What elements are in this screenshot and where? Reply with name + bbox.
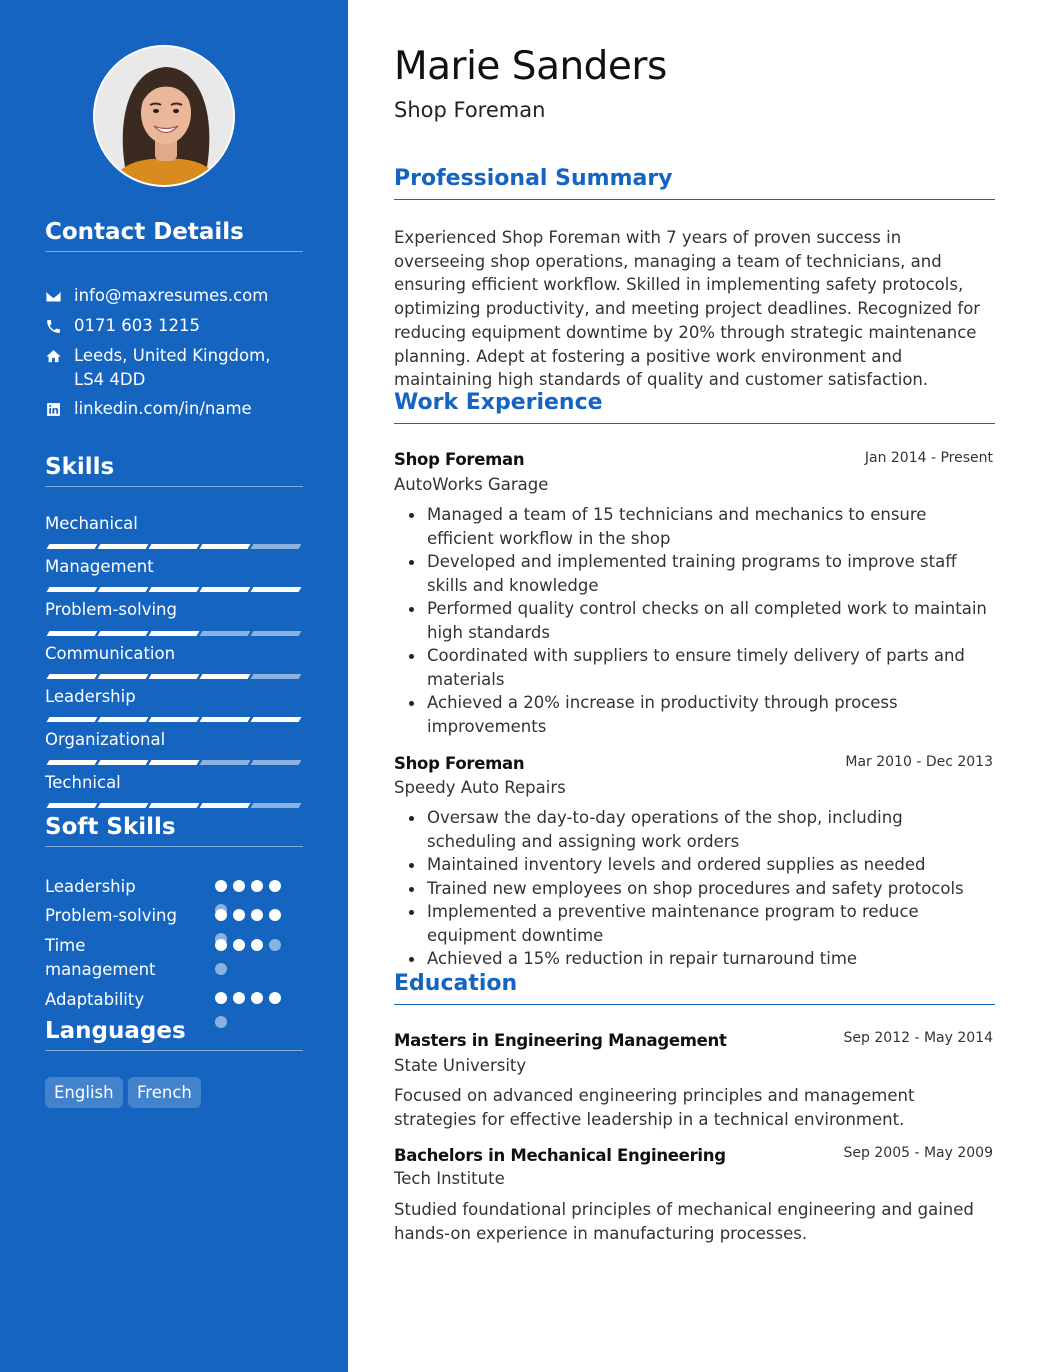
skill-level-segment xyxy=(149,674,200,679)
list-item: Achieved a 15% reduction in repair turnaround time xyxy=(394,947,995,971)
list-item: Managed a team of 15 technicians and mechanics to ensure efficient workflow in the shop xyxy=(394,503,995,550)
rating-dot xyxy=(215,963,227,975)
education-description: Studied foundational principles of mechanical engineering and gained hands-on experience in manufacturing processes. xyxy=(394,1200,974,1243)
rating-dot xyxy=(215,880,227,892)
job-position: Shop Foreman xyxy=(394,450,525,469)
summary-text: Experienced Shop Foreman with 7 years of proven success in overseeing shop operations, managing a team of technicians, and ensuring efficient workflow. Skilled in implementing safety protocols, optimizing productivity, and meeting project deadlines. Recognized for reducing equipment downtime by 20% through strategic maintenance planning. Adept at fostering a positive work environment and maintaining high standards of quality and customer satisfaction. xyxy=(394,228,981,390)
job-dates: Jan 2014 - Present xyxy=(864,450,993,466)
skill-level-segment xyxy=(98,587,149,592)
skill-level-segment xyxy=(98,717,149,722)
skill-level-segment xyxy=(98,544,149,549)
skill-level-segment xyxy=(149,717,200,722)
contact-email[interactable] xyxy=(45,284,303,308)
contact-linkedin[interactable] xyxy=(45,397,303,421)
rating-dot xyxy=(251,909,263,921)
soft-skill-name: Adaptability xyxy=(45,990,145,1009)
skill-level-bar xyxy=(45,717,303,722)
job-bullets xyxy=(394,503,995,738)
soft-skills-heading: Soft Skills xyxy=(45,814,303,847)
skill-name: Management xyxy=(45,557,154,576)
skill-level-segment xyxy=(149,544,200,549)
job-position: Shop Foreman xyxy=(394,754,525,773)
skill-level-segment xyxy=(47,717,98,722)
list-item: Performed quality control checks on all completed work to maintain high standards xyxy=(394,597,995,644)
skill-level-segment xyxy=(149,587,200,592)
phone-icon xyxy=(45,314,74,338)
linkedin-icon xyxy=(45,397,74,421)
contact-email-text: info@maxresumes.com xyxy=(74,286,269,305)
skill-name: Communication xyxy=(45,644,176,663)
skill-level-segment xyxy=(251,803,302,808)
school-name: State University xyxy=(394,1056,527,1075)
skill-level-segment xyxy=(149,631,200,636)
rating-dot xyxy=(215,909,227,921)
skill-level-segment xyxy=(251,674,302,679)
rating-dot xyxy=(269,909,281,921)
skill-name: Organizational xyxy=(45,730,166,749)
job-company: AutoWorks Garage xyxy=(394,475,549,494)
list-item: Developed and implemented training programs to improve staff skills and knowledge xyxy=(394,550,995,597)
job-dates: Mar 2010 - Dec 2013 xyxy=(845,754,993,770)
profile-photo-image xyxy=(95,47,235,187)
languages-heading: Languages xyxy=(45,1018,303,1051)
skill-level-segment xyxy=(47,760,98,765)
education-dates: Sep 2005 - May 2009 xyxy=(843,1145,993,1161)
skill-level-segment xyxy=(149,760,200,765)
rating-dot xyxy=(269,939,281,951)
rating-dot xyxy=(269,880,281,892)
skill-level-bar xyxy=(45,631,303,636)
skill-level-segment xyxy=(251,587,302,592)
rating-dot xyxy=(233,880,245,892)
sidebar xyxy=(0,0,348,1372)
language-tag: French xyxy=(128,1077,201,1108)
education-dates: Sep 2012 - May 2014 xyxy=(843,1030,993,1046)
education-heading: Education xyxy=(394,971,995,1005)
contact-phone-text: 0171 603 1215 xyxy=(74,316,200,335)
envelope-icon xyxy=(45,284,74,308)
list-item: Achieved a 20% increase in productivity through process improvements xyxy=(394,691,995,738)
language-tag: English xyxy=(45,1077,123,1108)
skill-level-segment xyxy=(98,760,149,765)
skill-level-segment xyxy=(47,674,98,679)
skill-level-segment xyxy=(47,631,98,636)
job-title: Shop Foreman xyxy=(394,98,546,122)
skill-name: Mechanical xyxy=(45,514,138,533)
contact-linkedin-text: linkedin.com/in/name xyxy=(74,399,252,418)
contact-phone[interactable] xyxy=(45,314,303,338)
school-name: Tech Institute xyxy=(394,1169,505,1188)
rating-dot xyxy=(215,939,227,951)
job-bullets xyxy=(394,806,995,971)
skill-level-segment xyxy=(200,587,251,592)
skill-name: Problem-solving xyxy=(45,600,177,619)
skill-level-segment xyxy=(251,631,302,636)
rating-dot xyxy=(251,939,263,951)
skill-level-bar xyxy=(45,587,303,592)
experience-heading: Work Experience xyxy=(394,390,995,424)
skill-level-segment xyxy=(200,760,251,765)
soft-skill-name: Time management xyxy=(45,936,156,979)
soft-skill-name: Leadership xyxy=(45,877,136,896)
skill-level-segment xyxy=(98,674,149,679)
skill-name: Leadership xyxy=(45,687,136,706)
skill-level-segment xyxy=(47,587,98,592)
skills-heading: Skills xyxy=(45,454,303,487)
skill-level-segment xyxy=(251,760,302,765)
skill-level-segment xyxy=(251,717,302,722)
skill-level-segment xyxy=(200,544,251,549)
list-item: Oversaw the day-to-day operations of the shop, including scheduling and assigning work orders xyxy=(394,806,995,853)
skill-level-segment xyxy=(98,803,149,808)
skill-level-bar xyxy=(45,760,303,765)
contact-heading: Contact Details xyxy=(45,219,303,252)
skill-level-segment xyxy=(98,631,149,636)
contact-address-text: Leeds, United Kingdom, LS4 4DD xyxy=(74,346,271,389)
skill-level-bar xyxy=(45,674,303,679)
summary-heading: Professional Summary xyxy=(394,166,995,200)
skill-level-segment xyxy=(251,544,302,549)
skill-level-bar xyxy=(45,544,303,549)
skill-name: Technical xyxy=(45,773,121,792)
rating-dot xyxy=(251,880,263,892)
profile-photo xyxy=(93,45,235,187)
education-description: Focused on advanced engineering principles and management strategies for effective leadership in a technical environment. xyxy=(394,1086,915,1129)
home-icon xyxy=(45,344,74,368)
list-item: Coordinated with suppliers to ensure timely delivery of parts and materials xyxy=(394,644,995,691)
skill-level-bar xyxy=(45,803,303,808)
skill-level-segment xyxy=(200,631,251,636)
skill-level-segment xyxy=(200,717,251,722)
soft-skill-name: Problem-solving xyxy=(45,906,177,925)
rating-dot xyxy=(233,909,245,921)
skill-level-segment xyxy=(149,803,200,808)
skill-level-segment xyxy=(200,674,251,679)
list-item: Implemented a preventive maintenance program to reduce equipment downtime xyxy=(394,900,995,947)
rating-dot xyxy=(233,992,245,1004)
soft-skill-dots xyxy=(215,939,295,999)
candidate-name: Marie Sanders xyxy=(394,44,667,89)
job-company: Speedy Auto Repairs xyxy=(394,778,566,797)
rating-dot xyxy=(269,992,281,1004)
skill-level-segment xyxy=(200,803,251,808)
rating-dot xyxy=(233,939,245,951)
degree-title: Masters in Engineering Management xyxy=(394,1031,727,1050)
degree-title: Bachelors in Mechanical Engineering xyxy=(394,1146,726,1165)
list-item: Maintained inventory levels and ordered supplies as needed xyxy=(394,853,995,877)
rating-dot xyxy=(251,992,263,1004)
list-item: Trained new employees on shop procedures and safety protocols xyxy=(394,877,995,901)
rating-dot xyxy=(215,992,227,1004)
contact-address xyxy=(45,344,303,392)
skill-level-segment xyxy=(47,803,98,808)
skill-level-segment xyxy=(47,544,98,549)
